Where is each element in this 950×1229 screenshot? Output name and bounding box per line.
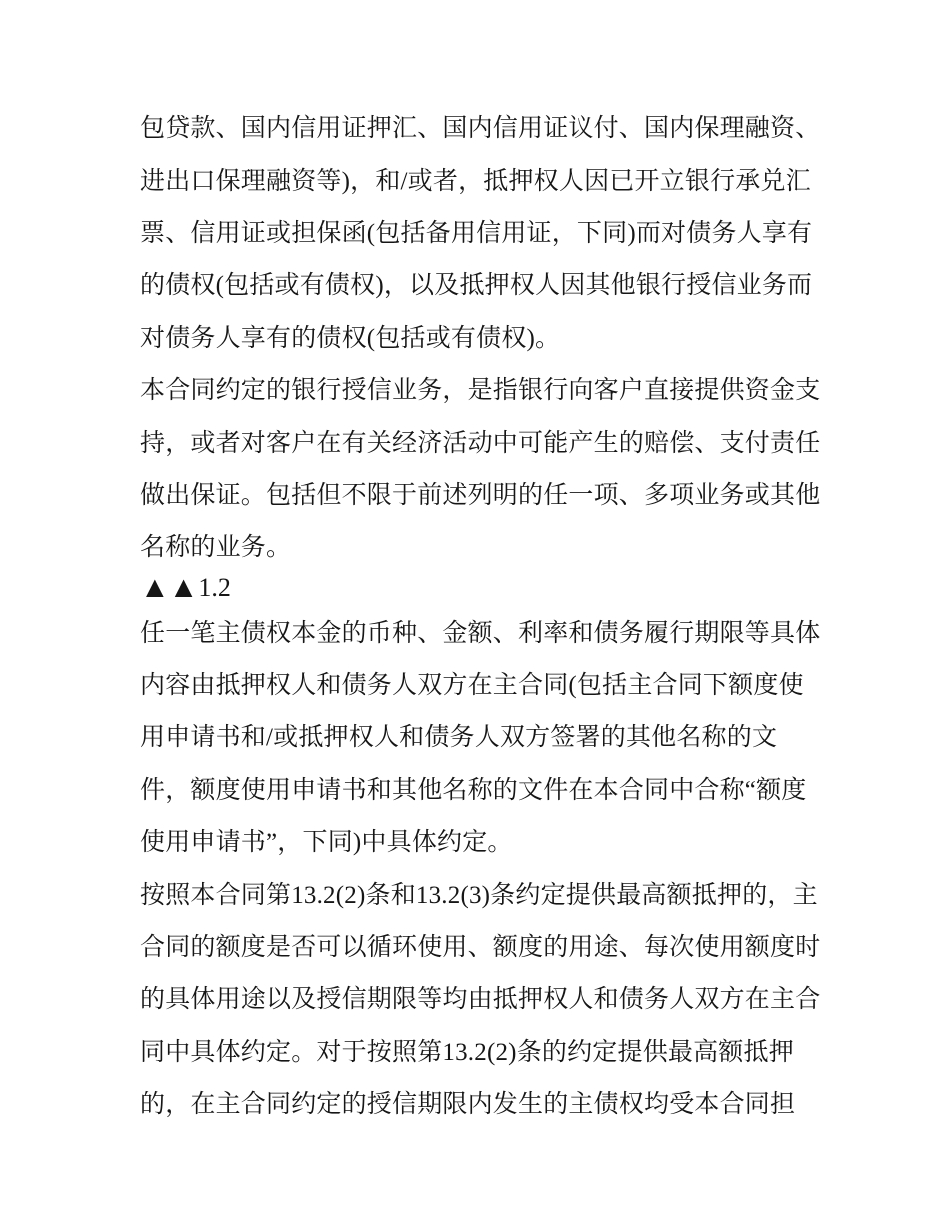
text-line: 按照本合同第13.2(2)条和13.2(3)条约定提供最高额抵押的，主 (140, 881, 818, 909)
paragraph-3 (140, 605, 830, 867)
paragraph-4 (140, 866, 830, 1128)
text-line: 的债权(包括或有债权)，以及抵押权人因其他银行授信业务而 (140, 272, 813, 300)
text-block (140, 100, 830, 1128)
text-line: 进出口保理融资等)，和/或者，抵押权人因已开立银行承兑汇 (140, 167, 811, 195)
text-line: 同中具体约定。对于按照第13.2(2)条的约定提供最高额抵押 (140, 1038, 794, 1066)
text-line: 包贷款、国内信用证押汇、国内信用证议付、国内保理融资、 (140, 115, 821, 143)
text-line: 做出保证。包括但不限于前述列明的任一项、多项业务或其他 (140, 481, 821, 509)
text-line: 名称的业务。 (140, 534, 292, 562)
paragraph-1 (140, 100, 830, 362)
text-line: 对债务人享有的债权(包括或有债权)。 (140, 324, 561, 352)
text-line: 件，额度使用申请书和其他名称的文件在本合同中合称“额度 (140, 776, 807, 804)
text-line: 合同的额度是否可以循环使用、额度的用途、每次使用额度时 (140, 934, 821, 962)
text-line: 票、信用证或担保函(包括备用信用证，下同)而对债务人享有 (140, 219, 813, 247)
text-line: 的，在主合同约定的授信期限内发生的主债权均受本合同担 (140, 1091, 796, 1119)
paragraph-2 (140, 362, 830, 572)
text-line: 用申请书和/或抵押权人和债务人双方签署的其他名称的文 (140, 724, 778, 752)
text-line: 使用申请书”，下同)中具体约定。 (140, 829, 513, 857)
text-line: 持，或者对客户在有关经济活动中可能产生的赔偿、支付责任 (140, 429, 821, 457)
triangle-marker-icon: ▲▲ (140, 571, 198, 605)
section-number: 1.2 (198, 573, 231, 603)
text-line: 的具体用途以及授信期限等均由抵押权人和债务人双方在主合 (140, 986, 821, 1014)
section-heading-1-2 (140, 572, 830, 605)
text-line: 内容由抵押权人和债务人双方在主合同(包括主合同下额度使 (140, 672, 804, 700)
text-line: 本合同约定的银行授信业务，是指银行向客户直接提供资金支 (140, 377, 821, 405)
text-line: 任一笔主债权本金的币种、金额、利率和债务履行期限等具体 (140, 619, 821, 647)
